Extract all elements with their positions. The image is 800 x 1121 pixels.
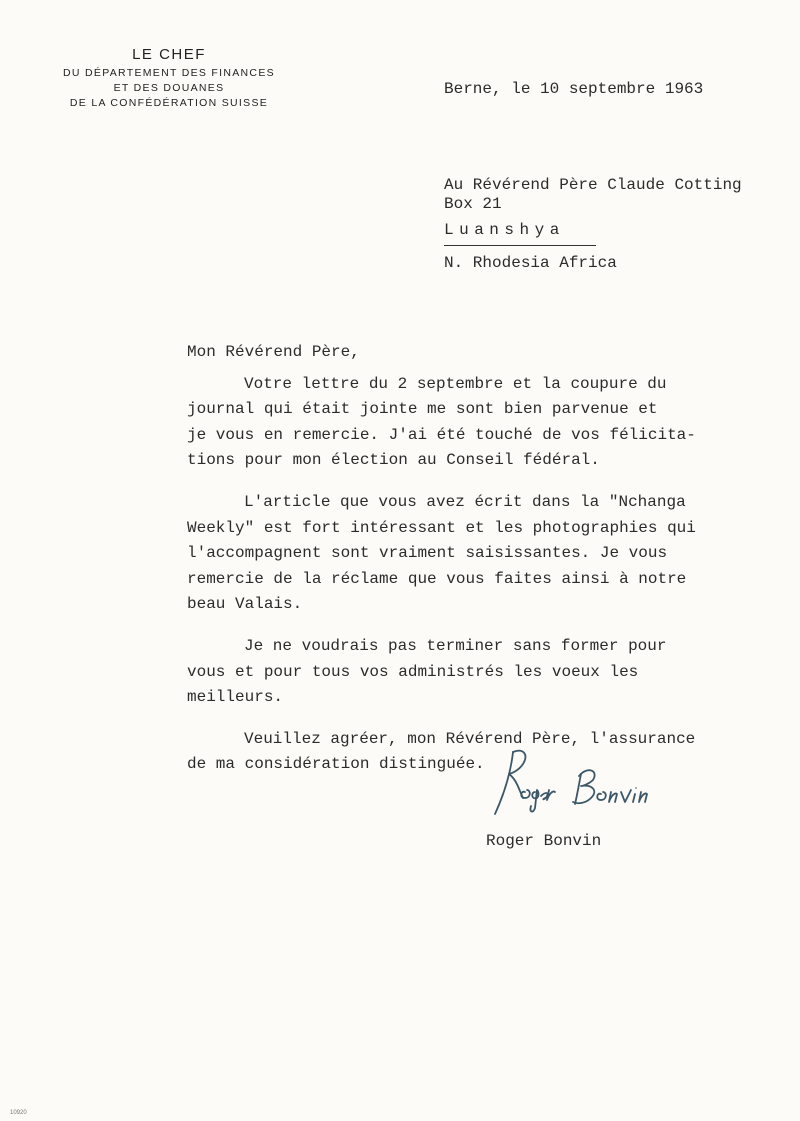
paragraph-2-line: beau Valais. [187, 595, 303, 614]
letter-date: Berne, le 10 septembre 1963 [444, 80, 704, 98]
paragraph-3-line: vous et pour tous vos administrés les voeux les [187, 662, 639, 681]
footer-mark: 10920 [10, 1110, 27, 1116]
paragraph-4 [187, 727, 747, 778]
handwritten-signature [483, 740, 663, 830]
letterhead-line-2: ET DES DOUANES [113, 82, 225, 94]
letter-body [187, 340, 747, 794]
letterhead-chef: LE CHEF [132, 46, 206, 63]
paragraph-3-line: meilleurs. [187, 688, 284, 707]
paragraph-3 [187, 634, 747, 711]
paragraph-2-line: L'article que vous avez écrit dans la "Nchanga [244, 492, 686, 511]
paragraph-1 [187, 372, 747, 474]
letterhead-line-1: DU DÉPARTEMENT DES FINANCES [63, 67, 275, 79]
paragraph-1-line: je vous en remercie. J'ai été touché de vos félicita- [187, 425, 696, 444]
paragraph-4-line: Veuillez agréer, mon Révérend Père, l'assurance [244, 729, 696, 748]
recipient-country: N. Rhodesia Africa [444, 254, 617, 272]
paragraph-2-line: remercie de la réclame que vous faites ainsi à notre [187, 569, 687, 588]
recipient-city: Luanshya [444, 221, 596, 246]
paragraph-3-line: Je ne voudrais pas terminer sans former pour [244, 636, 667, 655]
paragraph-1-line: tions pour mon élection au Conseil fédéral. [187, 451, 600, 470]
paragraph-2-line: Weekly" est fort intéressant et les photographies qui [187, 518, 696, 537]
recipient-address [444, 176, 742, 273]
recipient-name: Au Révérend Père Claude Cotting [444, 176, 742, 194]
paragraph-2 [187, 490, 747, 618]
recipient-box: Box 21 [444, 195, 502, 213]
signer-name: Roger Bonvin [486, 832, 602, 850]
paragraph-1-line: journal qui était jointe me sont bien parvenue et [187, 400, 658, 419]
letterhead [24, 46, 314, 111]
letterhead-line-3: DE LA CONFÉDÉRATION SUISSE [69, 97, 269, 109]
salutation: Mon Révérend Père, [187, 343, 360, 361]
paragraph-1-line: Votre lettre du 2 septembre et la coupure du [244, 374, 667, 393]
paragraph-2-line: l'accompagnent sont vraiment saisissantes. Je vous [187, 544, 668, 563]
paragraph-4-line: de ma considération distinguée. [187, 755, 485, 774]
